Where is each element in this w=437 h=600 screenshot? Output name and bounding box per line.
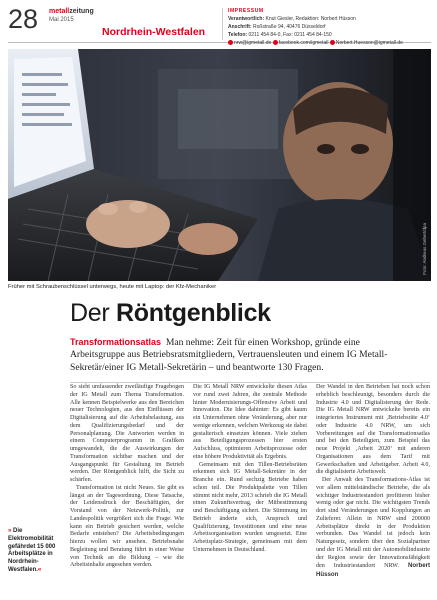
article-headline: Der Röntgenblick xyxy=(70,299,271,327)
side-quote-text: Die Elektromobilität gefährdet 15 000 Arbeitsplätze in Nordrhein-Westfalen. xyxy=(8,528,56,573)
email-icon xyxy=(330,40,335,45)
column-paragraph: Die IG Metall NRW entwickelte diesen Atlas vor rund zwei Jahren, die zentrale Methode hinter Modernisierungs-Offensive Arbeit und Innovation. Die Idee dahinter: Es gibt kaum ein Unternehmen ohne Veränderung, aber nur wenige erkennen, welchen Werkzeug sie dabei gestalterisch einsetzen können. Viele ziehen aus Beteiligungsprozessen hier ersten Aufschluss, optimieren Arbeitsprozesse oder eine höhere Produktivität als Ergebnis. xyxy=(193,384,307,460)
photo-credit: Foto: Andreas Gebert/dpa xyxy=(422,223,427,275)
issue-month: Mai 2015 xyxy=(49,17,74,23)
teaser-rule xyxy=(70,382,430,383)
brand-suffix: zeitung xyxy=(69,8,94,15)
quote-close-icon: « xyxy=(37,566,42,573)
quote-open-icon: » xyxy=(8,528,12,534)
header-divider xyxy=(222,8,223,40)
impressum-title: IMPRESSUM xyxy=(228,8,264,14)
brand-logo xyxy=(49,8,94,15)
impressum-box xyxy=(228,7,433,47)
article-photo xyxy=(8,49,431,281)
impressum-responsible: Verantwortlich: Knut Giesler, Redaktion: Norbert Hüsson xyxy=(228,16,356,22)
photo-caption: Früher mit Schraubenschlüssel unterwegs, heute mit Laptop: der Kfz-Mechaniker xyxy=(8,284,217,290)
mechanic-laptop-illustration xyxy=(8,49,431,281)
article-column-2 xyxy=(193,384,307,555)
editor-email-link[interactable]: Norbert.Huesson@igmetall.de xyxy=(335,40,403,46)
column-paragraph: So sieht umfassender zweiläufige Fragebogen der IG Metall zum Thema Transformation. Alle kennen Beispielwerke aus den Bereichen neuer Technologien, aus den Einflüssen der Digitalisierung auf die Arbeitsbelastung, aus dem Qualifizierungsbedarf und der Personalplanung. Die Antworten werden in einem Computerprogramm in Grafiken umgewandelt, die die Auswirkungen der Transformation sichtbar machen und der Ausgangspunkt für Gestaltung im Betrieb werden. Der Röntgenblick hilft, die Sicht zu schärfen. xyxy=(70,384,184,483)
side-quote xyxy=(8,528,66,575)
article-teaser xyxy=(70,336,410,374)
email-icon xyxy=(228,40,233,45)
region-title: Nordrhein-Westfalen xyxy=(102,26,206,38)
column-paragraph: Transformation ist nicht Neues. Sie gibt es längst an der Tagesordnung. Diese Tatsache, der Leidensdruck der Beschäftigten, der Vorstand von der Netzwerk-Politik, zur Landespolitik vergrößert sich die Frage: Wie kann ein Betrieb gesichert werden, welche Bedarfe entstehen? Die Arbeitsbedingungen hierzu wollen wir ansehen. Betriebsnahe Begleitung und Beratung führt in einer Weise von Technik an die Bildung – wie die Arbeitsinhalte angesehen werden. xyxy=(70,484,184,569)
article-kicker: Transformationsatlas xyxy=(70,337,162,347)
facebook-icon xyxy=(273,40,278,45)
impressum-address: Anschrift: Roßstraße 94, 40476 Düsseldorf xyxy=(228,24,326,30)
impressum-links xyxy=(228,39,433,47)
impressum-phone: Telefon: 0211 454 84-0, Fax: 0211 454 84-150 xyxy=(228,32,332,38)
column-paragraph: Gemeinsam mit den Tillen-Betriebsräten erkennen sich IG Metall-Sekretäre in der Branche ein. Rund sechzig Betriebe haben schon teil. Die Produktpalette von Tillen stimmt nicht mehr, 2013 schrieb die IG Metall einen Zukunftsvertrag, der Mitbestimmung und Beschäftigung sichert. Die Stimmung im Betrieb änderte sich, Anspruch und Qualifizierung, Investitionen und eine neue Arbeitsorganisation wurden umgesetzt. Eine Arbeitsplatz-Strategie, gemeinsam mit dem Unternehmen in Deutschland. xyxy=(193,461,307,553)
email-link[interactable]: nrw@igmetall.de xyxy=(234,40,272,46)
facebook-link[interactable]: facebook.com/igmetall xyxy=(278,40,329,46)
author-signature: Norbert Hüsson xyxy=(316,562,430,578)
column-paragraph: Der Anwalt des Transformations-Atlas ist vor allem mittelständische Betriebe, die als wichtiger Industriestandort profitieren bisher wenig oder gar nicht. Die wichtigsten Trends dort sind Veränderungen und Kopplungen an Zulieferer. Allein in NRW sind 200000 Arbeitsplätze direkt in der Produktion verbunden. Das Wandel ist jedoch kein Naturgesetz, sondern über den Sozialpartner und der IG Metall mit der Automobilindustrie der Region sowie der Innovationsfähigkeit den Industriestandort NRW. Norbert Hüsson xyxy=(316,477,430,578)
article-column-3 xyxy=(316,384,430,580)
brand-prefix: metall xyxy=(49,8,70,15)
teaser-text: Man nehme: Zeit für einen Workshop, gründe eine Arbeitsgruppe aus Betriebsratsmitgliedern, Vertrauensleuten und einem IG Metall-Sekretär/einer IG Metall-Sekretärin – und beantworte 130 Fragen. xyxy=(70,337,388,373)
page-number: 28 xyxy=(8,4,39,34)
article-column-1 xyxy=(70,384,184,570)
column-paragraph: Der Wandel in den Betrieben hat noch schon erheblich beschleunigt, besonders durch die Industrie 4.0 und Digitalisierung der Rede. Die IG Metall NRW entwickelte bereits ein integriertes Instrument mit ‚Betriebsräte 4.0‘ oder Industrie 4.0 NRW, um sich Vorbereitungen auf die Transformationsatlas und bei den Beteiligten, zum Beispiel das neue Projekt ‚Arbeit 2020‘ mit anderen Organisationen aus dem Tarif mit Gewerkschaften und Arbeitgeber. Arbeit 4.0, die digitalisierte Arbeitswelt. xyxy=(316,384,430,476)
